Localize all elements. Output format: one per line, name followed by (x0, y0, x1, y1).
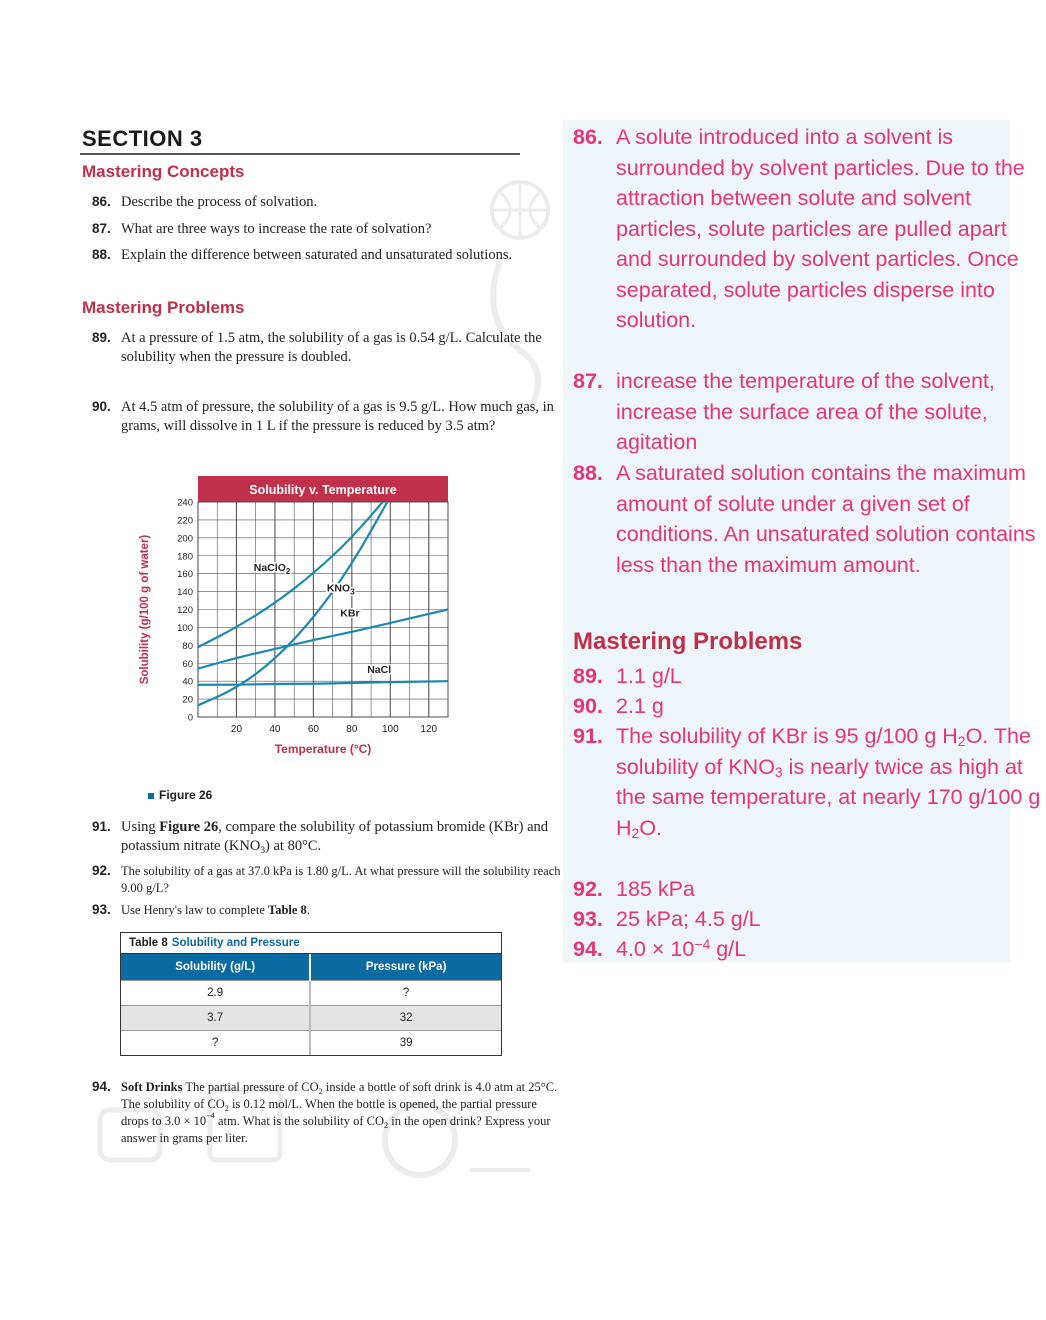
table-header-solubility: Solubility (g/L) (121, 954, 310, 981)
answer-87: 87. increase the temperature of the solvent, increase the surface area of the solute, agitation (573, 369, 995, 454)
answer-93: 93. 25 kPa; 4.5 g/L (573, 907, 761, 931)
x-tick-label: 20 (230, 724, 243, 735)
table-row (121, 981, 501, 1006)
y-tick-label: 100 (177, 622, 193, 634)
table-header-row (121, 954, 501, 981)
answer-89: 89. 1.1 g/L (573, 664, 682, 688)
table-title: Table 8 Solubility and Pressure (121, 933, 501, 954)
x-tick-label: 80 (346, 724, 358, 735)
x-tick-label: 40 (269, 724, 281, 735)
section-divider (80, 153, 520, 155)
y-tick-label: 200 (177, 533, 193, 545)
series-label-kno3: $KNO_3$ (326, 582, 355, 597)
x-tick-label: 100 (381, 724, 399, 735)
chart-title: Solubility v. Temperature (249, 483, 397, 497)
y-tick-label: 220 (177, 515, 193, 527)
series-label-nacl: NaCl (367, 664, 392, 677)
y-tick-label: 40 (182, 676, 193, 688)
problems-heading: Mastering Problems (82, 298, 245, 317)
answers-problems-heading: Mastering Problems (573, 628, 803, 655)
table-row (121, 1006, 501, 1031)
x-axis-label: Temperature (°C) (274, 742, 372, 756)
question-90: 90. At 4.5 atm of pressure, the solubility of a gas is 9.5 g/L. How much gas, in grams, will dissolve in 1 L if the pressure is reduced by 3.5 atm? (92, 399, 554, 434)
answer-94: 94. $4.0 \times 10^{-4}$ g/L (573, 936, 747, 961)
y-axis-label: Solubility (g/100 g of water) (139, 534, 151, 685)
y-tick-label: 60 (182, 658, 193, 670)
table-cell: 2.9 (121, 981, 310, 1006)
y-tick-label: 0 (187, 712, 193, 724)
table-cell: ? (310, 981, 501, 1006)
table-header-pressure: Pressure (kPa) (310, 954, 501, 981)
series-label-naclo2: NaClO$_2$ (253, 561, 291, 576)
y-tick-label: 20 (182, 694, 193, 706)
question-88: 88. Explain the difference between saturated and unsaturated solutions. (92, 247, 513, 263)
concepts-heading: Mastering Concepts (82, 162, 245, 181)
solubility-pressure-table (121, 954, 501, 1055)
left-column (80, 120, 561, 1200)
question-91: 91. Using Figure 26, compare the solubility of potassium bromide (KBr) and potassium nitrate $(KNO_3)$ at 80°C. (92, 819, 549, 856)
table-cell: ? (121, 1031, 310, 1056)
answer-91: 91. The solubility of KBr is 95 g/100 g $H_2O$. The solubility of $KNO_3$ is nearly twice as high at the same temperature, at nearly 170 g/100 g $H_2O$. (573, 724, 1041, 841)
table-8 (120, 932, 502, 1056)
question-89: 89. At a pressure of 1.5 atm, the solubility of a gas is 0.54 g/L. Calculate the solubility when the pressure is doubled. (92, 330, 542, 365)
answer-90: 90. 2.1 g (573, 694, 664, 718)
answer-key-panel (563, 120, 1041, 962)
question-92: 92. The solubility of a gas at 37.0 kPa is 1.80 g/L. At what pressure will the solubility reach 9.00 g/L? (92, 863, 561, 895)
caption-marker-icon (148, 793, 154, 799)
table-cell: 39 (310, 1031, 501, 1056)
section-title: SECTION 3 (82, 126, 203, 151)
figure-caption: Figure 26 (148, 788, 212, 802)
question-93: 93. Use Henry's law to complete Table 8. (92, 902, 310, 917)
answer-88: 88. A saturated solution contains the maximum amount of solute under a given set of conditions. An unsaturated solution contains less than the maximum amount. (573, 461, 1036, 577)
answer-86: 86. A solute introduced into a solvent is surrounded by solvent particles. Due to the attraction between solute and solvent particles, solute particles are pulled apart and surrounded by solvent particles. Once separated, solute particles disperse into solution. (573, 125, 1025, 332)
answer-92: 92. 185 kPa (573, 877, 695, 901)
question-86: 86. Describe the process of solvation. (92, 194, 318, 210)
solubility-chart (130, 472, 470, 772)
y-tick-label: 180 (177, 551, 193, 563)
x-tick-label: 120 (420, 724, 438, 735)
table-row (121, 1031, 501, 1056)
series-label-kbr: KBr (340, 607, 360, 620)
table-cell: 32 (310, 1006, 501, 1031)
y-tick-label: 240 (177, 497, 193, 509)
question-87: 87. What are three ways to increase the rate of solvation? (92, 221, 432, 237)
y-tick-label: 160 (177, 569, 193, 581)
y-tick-label: 140 (177, 587, 193, 599)
y-tick-label: 120 (177, 605, 193, 616)
x-tick-label: 60 (307, 724, 319, 735)
table-cell: 3.7 (121, 1006, 310, 1031)
question-94: 94. Soft Drinks The partial pressure of $CO_2$ inside a bottle of soft drink is 4.0 atm at 25°C. The solubility of $CO_2$ is 0.12 mol/L. When the bottle is opened, the partial pressure drops to $3.0 \times 10^{-4}$ atm. What is the solubility of $CO_2$ in the open drink? Express your answer in grams per liter. (92, 1079, 558, 1145)
y-tick-label: 80 (182, 640, 193, 652)
